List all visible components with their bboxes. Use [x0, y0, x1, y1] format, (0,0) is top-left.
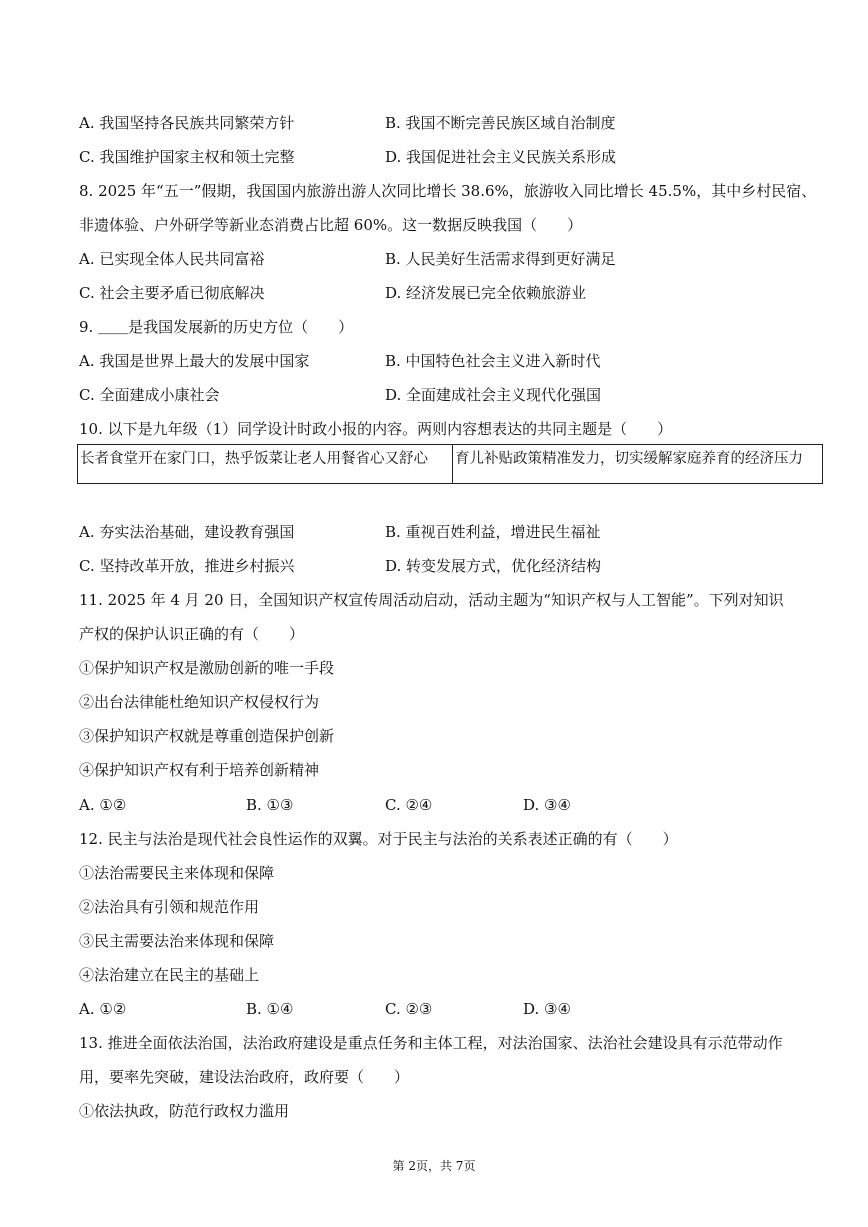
q10-option-a: A. 夯实法治基础，建设教育强国 [79, 523, 295, 541]
q13-statement-1: ①依法执政，防范行政权力滥用 [79, 1102, 290, 1120]
q8-option-a: A. 已实现全体人民共同富裕 [79, 250, 265, 268]
q11-statement-3: ③保护知识产权就是尊重创造保护创新 [79, 727, 335, 745]
q9-option-b: B. 中国特色社会主义进入新时代 [385, 352, 601, 370]
q11-option-d: D. ③④ [523, 796, 571, 814]
q11-statement-4: ④保护知识产权有利于培养创新精神 [79, 761, 320, 779]
q9-option-c: C. 全面建成小康社会 [79, 386, 220, 404]
q12-option-c: C. ②③ [385, 1000, 433, 1018]
q10-option-d: D. 转变发展方式，优化经济结构 [385, 557, 602, 575]
q11-statement-1: ①保护知识产权是激励创新的唯一手段 [79, 659, 335, 677]
q12-statement-1: ①法治需要民主来体现和保障 [79, 864, 275, 882]
q10-cell-elderly-canteen: 长者食堂开在家门口，热乎饭菜让老人用餐省心又舒心 [78, 445, 453, 484]
q10-stem: 10. 以下是九年级（1）同学设计时政小报的内容。两则内容想表达的共同主题是（ ） [79, 420, 673, 438]
q8-stem-line2: 非遗体验、户外研学等新业态消费占比超 60%。这一数据反映我国（ ） [79, 216, 583, 234]
q12-statement-3: ③民主需要法治来体现和保障 [79, 932, 275, 950]
q9-option-d: D. 全面建成社会主义现代化强国 [385, 386, 602, 404]
q8-option-c: C. 社会主要矛盾已彻底解决 [79, 284, 265, 302]
q11-stem-line2: 产权的保护认识正确的有（ ） [79, 625, 305, 643]
q10-option-b: B. 重视百姓利益，增进民生福祉 [385, 523, 601, 541]
q8-stem-line1: 8. 2025 年“五一”假期，我国国内旅游出游人次同比增长 38.6%，旅游收入同比增长 45.5%，其中乡村民宿、 [79, 182, 817, 200]
q10-cell-childcare-subsidy: 育儿补贴政策精准发力，切实缓解家庭养育的经济压力 [453, 445, 823, 484]
q7-option-c: C. 我国维护国家主权和领土完整 [79, 148, 295, 166]
q11-option-b: B. ①③ [246, 796, 294, 814]
q13-stem-line2: 用，要率先突破，建设法治政府，政府要（ ） [79, 1068, 410, 1086]
q8-option-b: B. 人民美好生活需求得到更好满足 [385, 250, 616, 268]
q11-option-c: C. ②④ [385, 796, 433, 814]
q7-option-b: B. 我国不断完善民族区域自治制度 [385, 114, 616, 132]
q11-stem-line1: 11. 2025 年 4 月 20 日，全国知识产权宣传周活动启动，活动主题为“知识产权与人工智能”。下列对知识 [79, 591, 784, 609]
q12-statement-4: ④法治建立在民主的基础上 [79, 966, 260, 984]
q7-option-a: A. 我国坚持各民族共同繁荣方针 [79, 114, 295, 132]
q12-stem: 12. 民主与法治是现代社会良性运作的双翼。对于民主与法治的关系表述正确的有（ ） [79, 830, 678, 848]
q10-content-table [77, 444, 823, 484]
q12-option-b: B. ①④ [246, 1000, 294, 1018]
q10-option-c: C. 坚持改革开放，推进乡村振兴 [79, 557, 295, 575]
q12-option-d: D. ③④ [523, 1000, 571, 1018]
page-footer: 第 2页，共 7页 [392, 1159, 476, 1173]
q13-stem-line1: 13. 推进全面依法治国，法治政府建设是重点任务和主体工程，对法治国家、法治社会建设具有示范带动作 [79, 1034, 783, 1052]
q8-option-d: D. 经济发展已完全依赖旅游业 [385, 284, 587, 302]
q12-option-a: A. ①② [79, 1000, 127, 1018]
q11-option-a: A. ①② [79, 796, 127, 814]
q11-statement-2: ②出台法律能杜绝知识产权侵权行为 [79, 693, 320, 711]
q12-statement-2: ②法治具有引领和规范作用 [79, 898, 260, 916]
q7-option-d: D. 我国促进社会主义民族关系形成 [385, 148, 617, 166]
q9-option-a: A. 我国是世界上最大的发展中国家 [79, 352, 310, 370]
q9-stem: 9. ＿＿是我国发展新的历史方位（ ） [79, 318, 354, 336]
